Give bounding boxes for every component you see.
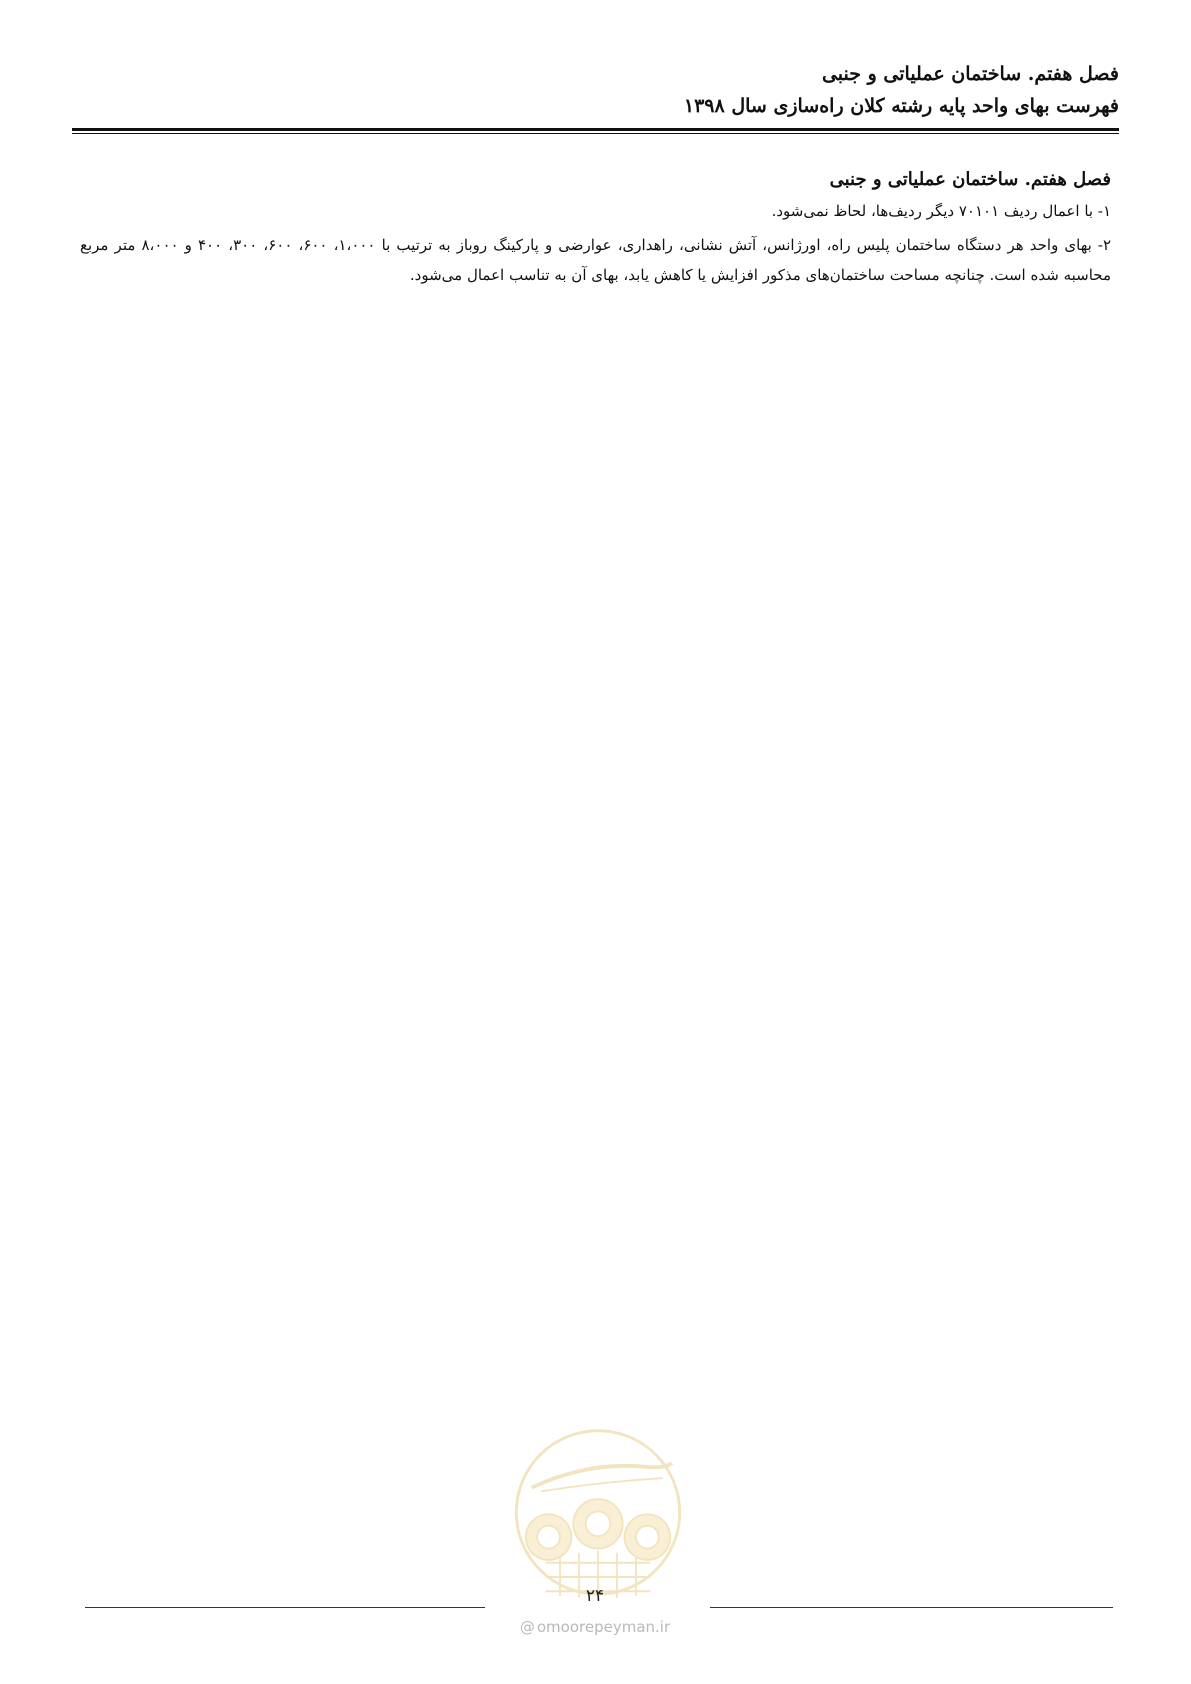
header-chapter-title: فصل هفتم. ساختمان عملیاتی و جنبی <box>821 63 1119 85</box>
page-number: ۲۴ <box>585 1586 605 1606</box>
section-title: فصل هفتم. ساختمان عملیاتی و جنبی <box>829 169 1111 190</box>
page-body <box>80 166 1111 294</box>
note-2: ۲- بهای واحد هر دستگاه ساختمان پلیس راه، اورژانس، آتش نشانی، راهداری، عوارضی و پارکینگ روباز به ترتیب با ۱،۰۰۰، ۶۰۰، ۶۰۰، ۳۰۰، ۴۰۰ و ۸،۰۰۰ متر مربع محاسبه شده است. چنانچه مساحت ساختمان‌های مذکور افزایش یا کاهش یابد، بهای آن به تناسب اعمال می‌شود. <box>80 236 1112 284</box>
site-text: omoorepeyman.ir <box>536 1618 671 1636</box>
site-watermark <box>500 1618 690 1636</box>
footer-rule-left <box>85 1607 485 1608</box>
footer-rule-right <box>710 1607 1113 1608</box>
header-document-title: فهرست بهای واحد پایه رشته کلان راه‌سازی سال ۱۳۹۸ <box>683 95 1119 117</box>
at-icon: @ <box>519 1618 535 1636</box>
running-header <box>72 58 1119 122</box>
note-1: ۱- با اعمال ردیف ۷۰۱۰۱ دیگر ردیف‌ها، لحاظ نمی‌شود. <box>771 202 1111 220</box>
header-double-rule <box>72 128 1119 134</box>
